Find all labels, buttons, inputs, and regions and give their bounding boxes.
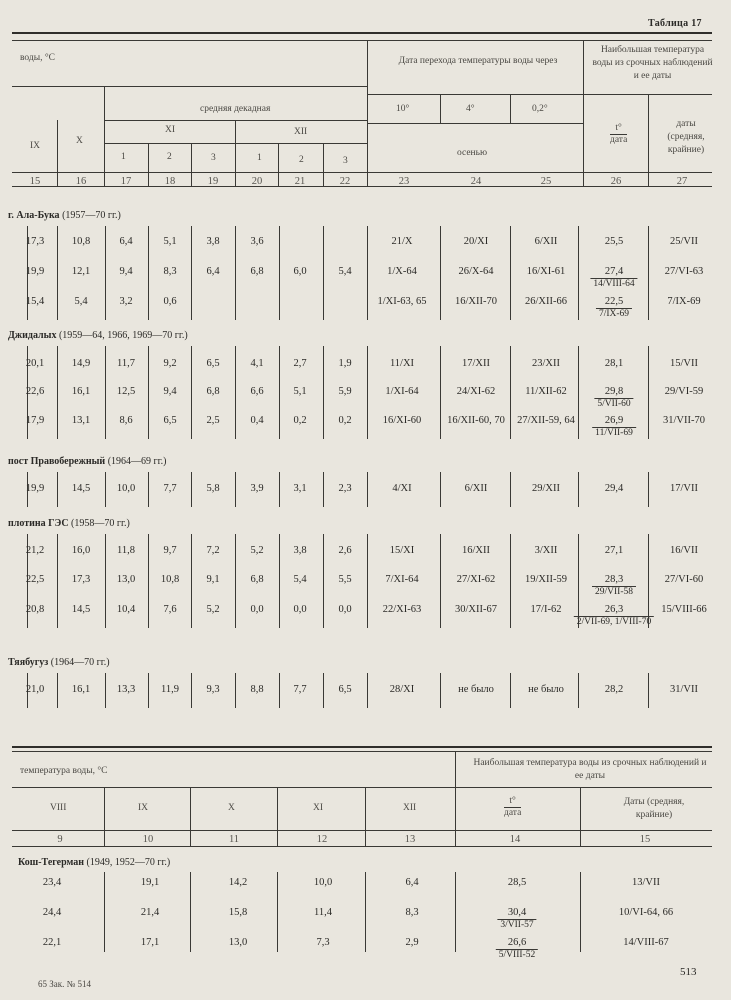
table-cell: 5,8 — [206, 483, 220, 494]
column-number: 11 — [228, 834, 240, 845]
table-cell: 26,3 — [604, 604, 624, 615]
header-decade: 1 — [257, 153, 262, 163]
table-cell: 11,8 — [117, 545, 135, 556]
lower-header-water-temp: температура воды, °С — [20, 766, 108, 776]
header-avg-decade: средняя декадная — [200, 104, 271, 114]
column-number: 18 — [164, 176, 176, 187]
table-cell: 19,9 — [25, 483, 45, 494]
table-cell: 1/XI-64 — [385, 386, 419, 397]
table-cell: 21/X — [391, 236, 413, 247]
column-number: 22 — [339, 176, 351, 187]
table-cell: 19,9 — [25, 266, 45, 277]
header-month-x: X — [76, 136, 83, 146]
table-cell: 20,1 — [25, 358, 45, 369]
table-cell: 25/VII — [670, 236, 698, 247]
table-cell: 6,5 — [206, 358, 220, 369]
table-cell: 0,6 — [163, 296, 177, 307]
table-cell: 9,4 — [119, 266, 133, 277]
table-cell: 10/VI-64, 66 — [618, 907, 674, 918]
table-cell: 16,0 — [71, 545, 91, 556]
table-cell: 0,4 — [250, 415, 264, 426]
table-cell: 26/X-64 — [458, 266, 494, 277]
lower-header-month: X — [228, 803, 235, 813]
table-cell: 27/XII-59, 64 — [517, 415, 575, 426]
table-cell: 2,5 — [206, 415, 220, 426]
table-cell: 17/XII — [462, 358, 490, 369]
column-number: 24 — [470, 176, 482, 187]
table-cell: 16/XII-70 — [455, 296, 497, 307]
header-decade: 3 — [211, 153, 216, 163]
header-decade: 1 — [121, 152, 126, 162]
header-t4: 4° — [466, 104, 475, 114]
table-cell: 11,9 — [161, 684, 179, 695]
header-max-temp: Наибольшая температура воды из срочных наблюдений и ее даты — [592, 45, 713, 81]
table-cell: 11,7 — [117, 358, 135, 369]
top-rule — [12, 32, 712, 34]
table-cell: 16/XI-60 — [382, 415, 422, 426]
table-cell: 10,8 — [160, 574, 180, 585]
table-cell: 31/VII-70 — [663, 415, 705, 426]
table-cell: 5,4 — [293, 574, 307, 585]
station-years: (1958—70 гг.) — [71, 518, 130, 529]
table-cell: 6/XII — [534, 236, 558, 247]
table-cell: 3,8 — [293, 545, 307, 556]
header-decade: 2 — [299, 155, 304, 165]
table-cell: 8,3 — [163, 266, 177, 277]
table-cell: 19/XII-59 — [525, 574, 567, 585]
column-number: 16 — [75, 176, 87, 187]
table-cell: 22,5 — [604, 296, 624, 307]
table-cell: 16/XI-61 — [526, 266, 566, 277]
table-cell: 6,0 — [293, 266, 307, 277]
table-cell: 17/I-62 — [530, 604, 562, 615]
column-number: 12 — [316, 834, 328, 845]
table-cell: 7/XI-64 — [385, 574, 419, 585]
table-cell: 2,6 — [338, 545, 352, 556]
table-cell: 5,9 — [338, 386, 352, 397]
table-cell: 16/VII — [670, 545, 698, 556]
table-cell: 30/XII-67 — [455, 604, 497, 615]
footer-left: 65 Зак. № 514 — [38, 979, 91, 989]
table-cell: 24,4 — [42, 907, 62, 918]
table-cell: 13,3 — [116, 684, 136, 695]
table-cell: 6/XII — [464, 483, 488, 494]
column-number: 20 — [251, 176, 263, 187]
station-years: (1964—69 гг.) — [107, 456, 167, 467]
station-name: Джидалых — [8, 330, 57, 341]
table-cell: 7,2 — [206, 545, 220, 556]
header-autumn: осенью — [457, 148, 488, 158]
table-cell: 5,1 — [163, 236, 177, 247]
station-title — [8, 210, 121, 221]
table-cell: 3,9 — [250, 483, 264, 494]
table-cell: 12,5 — [116, 386, 136, 397]
header-month-xii: XII — [294, 127, 308, 137]
table-cell: 4/XI — [392, 483, 412, 494]
column-number: 17 — [120, 176, 132, 187]
table-cell: 14,9 — [71, 358, 91, 369]
column-number: 13 — [404, 834, 416, 845]
header-water-temp: воды, °С — [20, 53, 55, 63]
table-cell: 2,3 — [338, 483, 352, 494]
table-cell: 29/XII — [532, 483, 560, 494]
table-cell: 30,4 — [507, 907, 527, 918]
table-cell: 11/XI — [389, 358, 415, 369]
table-label: Таблица 17 — [648, 18, 702, 29]
table-cell: 14,5 — [71, 483, 91, 494]
table-cell: 4,1 — [250, 358, 264, 369]
table-cell: не было — [528, 684, 564, 695]
table-cell: 13/VII — [632, 877, 660, 888]
header-transition: Дата перехода температуры воды через — [398, 56, 558, 66]
table-cell: 27,1 — [604, 545, 624, 556]
column-number: 9 — [57, 834, 63, 845]
table-cell: 27/XI-62 — [456, 574, 496, 585]
table-cell: 6,4 — [206, 266, 220, 277]
lower-header-month: XI — [313, 803, 324, 813]
lower-header-month: VIII — [50, 803, 67, 813]
page-number: 513 — [680, 966, 697, 978]
lower-header-month: IX — [138, 803, 149, 813]
lower-header-max-temp: Наибольшая температура воды из срочных наблюдений и ее даты — [473, 758, 707, 781]
column-number: 15 — [29, 176, 41, 187]
header-t10: 10° — [396, 104, 410, 114]
lower-top-rule — [12, 746, 712, 748]
station-name: пост Правобережный — [8, 456, 106, 467]
column-number: 15 — [639, 834, 651, 845]
max-temp-date: 14/VIII-64 — [590, 278, 637, 290]
max-temp-date: 29/VII-58 — [592, 586, 636, 598]
table-cell: 27,4 — [604, 266, 624, 277]
table-cell: 7,3 — [316, 937, 330, 948]
table-cell: 11/XII-62 — [525, 386, 567, 397]
table-cell: 21,0 — [25, 684, 45, 695]
header-month-ix: IX — [30, 141, 41, 151]
table-cell: 15,4 — [25, 296, 45, 307]
table-cell: 10,0 — [313, 877, 333, 888]
table-cell: 6,8 — [206, 386, 220, 397]
table-cell: 21,2 — [25, 545, 45, 556]
table-cell: 5,2 — [250, 545, 264, 556]
lower-header-month: XII — [403, 803, 417, 813]
table-cell: 2,7 — [293, 358, 307, 369]
table-cell: 5,4 — [338, 266, 352, 277]
table-cell: 16,1 — [71, 684, 91, 695]
table-cell: 10,4 — [116, 604, 136, 615]
table-cell: 9,4 — [163, 386, 177, 397]
table-cell: 22/XI-63 — [382, 604, 422, 615]
table-cell: не было — [458, 684, 494, 695]
station-title — [8, 518, 130, 529]
table-cell: 6,5 — [163, 415, 177, 426]
column-number: 10 — [142, 834, 154, 845]
table-cell: 26,9 — [604, 415, 624, 426]
header-month-xi: XI — [165, 125, 176, 135]
table-cell: 13,0 — [116, 574, 136, 585]
max-temp-date: 5/VIII-52 — [496, 949, 538, 961]
table-cell: 20/XI — [463, 236, 489, 247]
table-cell: 16/XII-60, 70 — [447, 415, 505, 426]
table-cell: 17,1 — [140, 937, 160, 948]
table-cell: 22,5 — [25, 574, 45, 585]
table-cell: 7,6 — [163, 604, 177, 615]
table-cell: 21,4 — [140, 907, 160, 918]
table-cell: 29,8 — [604, 386, 624, 397]
table-cell: 3,1 — [293, 483, 307, 494]
table-cell: 22,1 — [42, 937, 62, 948]
table-cell: 17/VII — [670, 483, 698, 494]
table-cell: 3,2 — [119, 296, 133, 307]
table-cell: 0,0 — [250, 604, 264, 615]
table-cell: 28,2 — [604, 684, 624, 695]
column-number: 26 — [610, 176, 622, 187]
table-cell: 8,6 — [119, 415, 133, 426]
max-temp-date: 11/VII-69 — [592, 427, 636, 439]
table-cell: 27/VI-63 — [664, 266, 704, 277]
table-cell: 6,4 — [405, 877, 419, 888]
station-title — [18, 857, 170, 868]
table-cell: 17,9 — [25, 415, 45, 426]
table-cell: 17,3 — [25, 236, 45, 247]
table-cell: 13,0 — [228, 937, 248, 948]
max-temp-date: 5/VII-60 — [594, 398, 633, 410]
table-cell: 3,6 — [250, 236, 264, 247]
table-cell: 15,8 — [228, 907, 248, 918]
station-name: Тяябугуз — [8, 657, 49, 668]
table-cell: 14,5 — [71, 604, 91, 615]
table-cell: 7,7 — [293, 684, 307, 695]
table-cell: 9,2 — [163, 358, 177, 369]
max-temp-date: 7/IX-69 — [596, 308, 632, 320]
table-cell: 15/XI — [389, 545, 415, 556]
table-cell: 31/VII — [670, 684, 698, 695]
table-cell: 14/VIII-67 — [623, 937, 669, 948]
table-cell: 17,3 — [71, 574, 91, 585]
table-cell: 28,1 — [604, 358, 624, 369]
station-years: (1957—70 гг.) — [62, 210, 121, 221]
table-cell: 12,1 — [71, 266, 91, 277]
header-dates-label: даты (средняя, крайние) — [667, 119, 705, 155]
table-cell: 0,0 — [293, 604, 307, 615]
table-cell: 9,1 — [206, 574, 220, 585]
table-cell: 5,4 — [74, 296, 88, 307]
table-cell: 2,9 — [405, 937, 419, 948]
header-decade: 2 — [167, 152, 172, 162]
table-cell: 9,7 — [163, 545, 177, 556]
column-number: 25 — [540, 176, 552, 187]
table-cell: 14,2 — [228, 877, 248, 888]
table-cell: 1/X-64 — [387, 266, 417, 277]
table-cell: 6,4 — [119, 236, 133, 247]
table-cell: 6,8 — [250, 266, 264, 277]
header-t-label: $\frac{t^\circ}{\text{дата}}$ — [610, 123, 628, 145]
table-cell: 1,9 — [338, 358, 352, 369]
table-cell: 23,4 — [42, 877, 62, 888]
lower-header-t-label: $\frac{t^\circ}{\text{дата}}$ — [504, 796, 522, 818]
table-cell: 9,3 — [206, 684, 220, 695]
table-cell: 0,2 — [338, 415, 352, 426]
table-cell: 28/XI — [389, 684, 415, 695]
table-cell: 25,5 — [604, 236, 624, 247]
table-cell: 19,1 — [140, 877, 160, 888]
table-cell: 26,6 — [507, 937, 527, 948]
column-number: 19 — [207, 176, 219, 187]
column-number: 23 — [398, 176, 410, 187]
header-decade: 3 — [343, 156, 348, 166]
table-cell: 6,5 — [338, 684, 352, 695]
table-cell: 5,1 — [293, 386, 307, 397]
table-cell: 8,3 — [405, 907, 419, 918]
table-cell: 13,1 — [71, 415, 91, 426]
station-title — [8, 456, 166, 467]
table-cell: 7,7 — [163, 483, 177, 494]
table-cell: 6,6 — [250, 386, 264, 397]
table-cell: 6,8 — [250, 574, 264, 585]
station-title — [8, 330, 188, 341]
max-temp-date: 3/VII-57 — [497, 919, 536, 931]
table-cell: 27/VI-60 — [664, 574, 704, 585]
table-cell: 7/IX-69 — [667, 296, 701, 307]
station-name: г. Ала-Бука — [8, 210, 60, 221]
table-cell: 23/XII — [532, 358, 560, 369]
table-cell: 22,6 — [25, 386, 45, 397]
table-cell: 5,2 — [206, 604, 220, 615]
table-cell: 24/XI-62 — [456, 386, 496, 397]
table-cell: 16,1 — [71, 386, 91, 397]
table-cell: 16/XII — [462, 545, 490, 556]
station-name: плотина ГЭС — [8, 518, 69, 529]
table-cell: 29/VI-59 — [664, 386, 704, 397]
table-cell: 28,3 — [604, 574, 624, 585]
station-years: (1964—70 гг.) — [50, 657, 110, 668]
table-cell: 10,8 — [71, 236, 91, 247]
column-number: 27 — [676, 176, 688, 187]
column-number: 14 — [509, 834, 521, 845]
max-temp-date: 2/VII-69, 1/VIII-70 — [574, 616, 654, 628]
table-cell: 0,2 — [293, 415, 307, 426]
table-cell: 10,0 — [116, 483, 136, 494]
table-cell: 1/XI-63, 65 — [377, 296, 427, 307]
station-title — [8, 657, 110, 668]
table-cell: 5,5 — [338, 574, 352, 585]
table-cell: 3,8 — [206, 236, 220, 247]
table-cell: 29,4 — [604, 483, 624, 494]
station-years: (1959—64, 1966, 1969—70 гг.) — [58, 330, 188, 341]
header-t02: 0,2° — [532, 104, 548, 114]
column-number: 21 — [294, 176, 306, 187]
table-cell: 15/VII — [670, 358, 698, 369]
table-cell: 11,4 — [314, 907, 332, 918]
table-cell: 0,0 — [338, 604, 352, 615]
table-cell: 26/XII-66 — [525, 296, 567, 307]
table-cell: 15/VIII-66 — [661, 604, 707, 615]
station-years: (1949, 1952—70 гг.) — [86, 857, 171, 868]
table-cell: 3/XII — [534, 545, 558, 556]
table-cell: 20,8 — [25, 604, 45, 615]
table-cell: 28,5 — [507, 877, 527, 888]
station-name: Кош-Тегерман — [18, 857, 85, 868]
lower-header-dates-label: Даты (средняя, крайние) — [623, 797, 685, 820]
table-cell: 8,8 — [250, 684, 264, 695]
